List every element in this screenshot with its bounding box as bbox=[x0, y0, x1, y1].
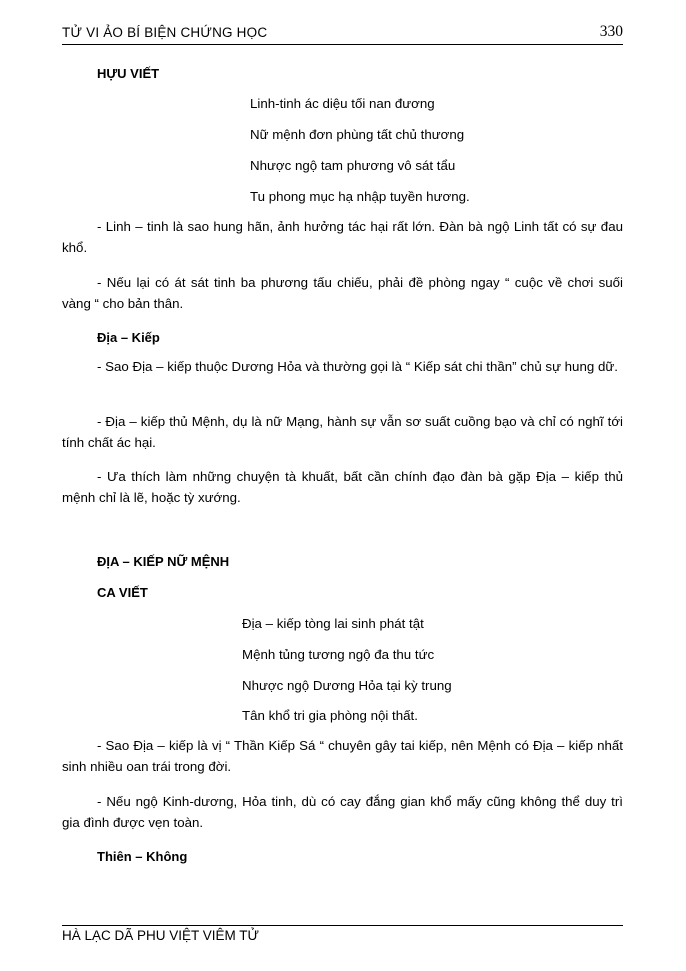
page-footer bbox=[62, 925, 623, 943]
page-number: 330 bbox=[599, 23, 623, 40]
paragraph bbox=[62, 217, 623, 258]
paragraph bbox=[62, 273, 623, 314]
paragraph bbox=[62, 467, 623, 508]
paragraph bbox=[62, 412, 623, 453]
section-heading-thien-khong: Thiên – Không bbox=[97, 849, 188, 864]
book-title: TỬ VI ẢO BÍ BIỆN CHỨNG HỌC bbox=[62, 25, 268, 40]
verse-line: Mệnh tủng tương ngộ đa thu tức bbox=[242, 647, 435, 662]
verse-line: Địa – kiếp tòng lai sinh phát tật bbox=[242, 616, 424, 631]
paragraph-text: - Địa – kiếp thủ Mệnh, dụ là nữ Mạng, hành sự vẫn sơ suất cuồng bạo và chỉ có nghĩ tới tính chất ác hại. bbox=[62, 414, 623, 450]
paragraph-text: - Nếu lại có át sát tinh ba phương tấu chiếu, phải đề phòng ngay “ cuộc về chơi suối vàng “ cho bản thân. bbox=[62, 275, 623, 311]
paragraph-text: - Sao Địa – kiếp thuộc Dương Hỏa và thường gọi là “ Kiếp sát chi thần” chủ sự hung dữ. bbox=[97, 359, 618, 374]
footer-author: HÀ LẠC DÃ PHU VIỆT VIÊM TỬ bbox=[62, 928, 260, 943]
verse-line: Nữ mệnh đơn phùng tất chủ thương bbox=[250, 127, 465, 142]
page-header bbox=[62, 22, 623, 45]
paragraph-text: - Ưa thích làm những chuyện tà khuất, bất cần chính đạo đàn bà gặp Địa – kiếp thủ mệnh chỉ là lẽ, hoặc tỳ xướng. bbox=[62, 469, 623, 505]
verse-line: Nhược ngộ tam phương vô sát tẩu bbox=[250, 158, 456, 173]
verse-line: Linh-tinh ác diệu tối nan đương bbox=[250, 96, 435, 111]
section-subheading-ca-viet: CA VIẾT bbox=[97, 585, 148, 600]
paragraph-text: - Sao Địa – kiếp là vị “ Thần Kiếp Sá “ chuyên gây tai kiếp, nên Mệnh có Địa – kiếp nhất sinh nhiều oan trái trong đời. bbox=[62, 738, 623, 774]
paragraph-text: - Nếu ngộ Kinh-dương, Hỏa tinh, dù có cay đắng gian khổ mấy cũng không thể duy trì gia đình được vẹn toàn. bbox=[62, 794, 623, 830]
section-heading-dia-kiep-nu-menh: ĐỊA – KIẾP NỮ MỆNH bbox=[97, 554, 230, 569]
paragraph-text: - Linh – tinh là sao hung hãn, ảnh hưởng tác hại rất lớn. Đàn bà ngộ Linh tất có sự đau khổ. bbox=[62, 219, 623, 255]
paragraph bbox=[62, 736, 623, 777]
section-heading-huu-viet: HỰU VIẾT bbox=[97, 66, 160, 81]
verse-line: Nhược ngộ Dương Hỏa tại kỳ trung bbox=[242, 678, 452, 693]
verse-line: Tân khổ tri gia phòng nội thất. bbox=[242, 708, 418, 723]
verse-line: Tu phong mục hạ nhập tuyền hương. bbox=[250, 189, 470, 204]
section-heading-dia-kiep: Địa – Kiếp bbox=[97, 330, 160, 345]
paragraph bbox=[62, 792, 623, 833]
paragraph bbox=[62, 357, 623, 378]
